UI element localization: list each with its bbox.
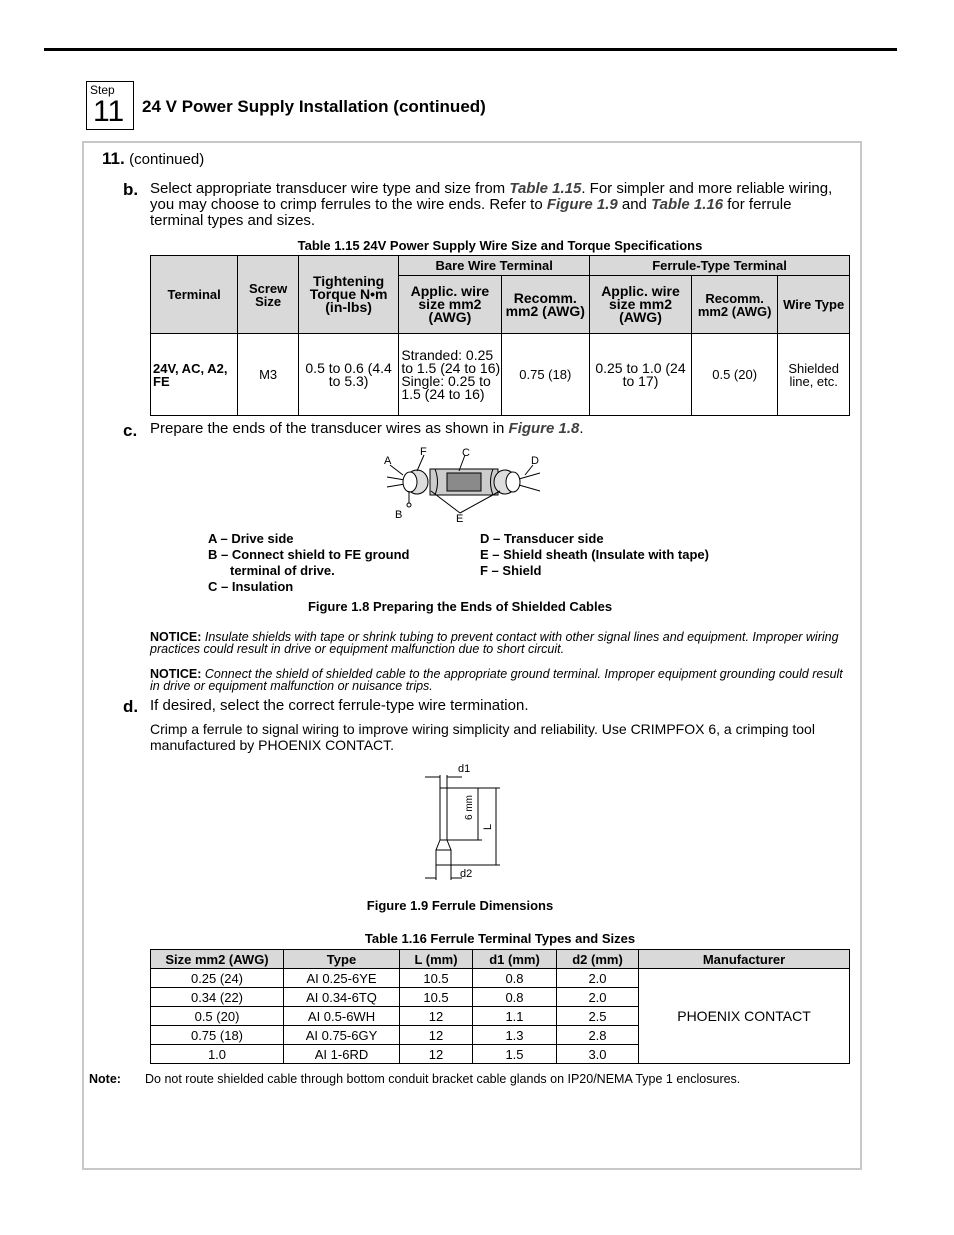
cell: 1.3	[473, 1026, 557, 1045]
cell: 2.8	[557, 1026, 639, 1045]
item-c-letter: c.	[123, 421, 138, 440]
cell: 3.0	[557, 1045, 639, 1064]
cell: 0.5 (20)	[151, 1007, 284, 1026]
cell: 12	[400, 1026, 473, 1045]
b-text-1: Select appropriate transducer wire type and size from	[150, 180, 510, 197]
th-wire-type: Wire Type	[778, 276, 850, 334]
link-table-1-16[interactable]: Table 1.16	[651, 196, 724, 213]
fig-label-c: C	[462, 447, 470, 459]
link-figure-1-9[interactable]: Figure 1.9	[546, 196, 618, 213]
item-b-letter: b.	[123, 180, 139, 199]
cell: 0.34 (22)	[151, 988, 284, 1007]
legend-b-cont: terminal of drive.	[230, 563, 335, 578]
item-d-body: Crimp a ferrule to signal wiring to improve wiring simplicity and reliability. Use CRIMPFOX 6, a crimping tool manufactured by PHOENIX CONTACT.	[150, 721, 815, 753]
th-ferrule-recomm: Recomm. mm2 (AWG)	[691, 276, 777, 334]
c-text-1: Prepare the ends of the transducer wires as shown in	[150, 420, 509, 437]
note-text: Do not route shielded cable through bottom conduit bracket cable glands on IP20/NEMA Type 1 enclosures.	[145, 1072, 741, 1086]
step-number: 11	[93, 95, 125, 128]
page-title: 24 V Power Supply Installation (continued)	[142, 97, 486, 116]
cell: AI 0.25-6YE	[284, 969, 400, 988]
table-1-15	[150, 255, 850, 416]
cell: 2.0	[557, 988, 639, 1007]
td-bare-applic: Stranded: 0.25 to 1.5 (24 to 16) Single: 0.25 to 1.5 (24 to 16)	[399, 334, 501, 416]
cell: 10.5	[400, 988, 473, 1007]
fig-label-l: L	[482, 823, 494, 830]
fig-label-a: A	[384, 455, 392, 467]
th-bare-applic: Applic. wire size mm2 (AWG)	[399, 276, 501, 334]
fig-label-d2: d2	[460, 868, 473, 880]
td-manufacturer: PHOENIX CONTACT	[639, 969, 850, 1064]
cell: AI 1-6RD	[284, 1045, 400, 1064]
fig-label-d1: d1	[458, 763, 471, 775]
th-l: L (mm)	[400, 950, 473, 969]
fig-label-6mm: 6 mm	[464, 795, 475, 820]
th-torque: Tightening Torque N•m (in-lbs)	[298, 256, 398, 334]
notice-2-text: Connect the shield of shielded cable to the appropriate ground terminal. Improper equipment grounding could result in drive or equipment malfunction or nuisance trips.	[150, 667, 843, 693]
table-1-16	[150, 949, 850, 1064]
b-text-6: terminal types and sizes.	[150, 212, 316, 229]
figure-1-8-caption: Figure 1.8 Preparing the Ends of Shielded Cables	[307, 599, 613, 614]
figure-1-8-legend-left	[208, 531, 410, 595]
top-rule	[44, 48, 897, 51]
th-manufacturer: Manufacturer	[639, 950, 850, 969]
legend-d: D – Transducer side	[480, 531, 604, 546]
legend-a: A – Drive side	[208, 531, 294, 546]
cell: 1.5	[473, 1045, 557, 1064]
section-number: 11.	[102, 149, 125, 168]
b-text-4: and	[617, 196, 652, 213]
cell: 12	[400, 1045, 473, 1064]
figure-1-9-caption: Figure 1.9 Ferrule Dimensions	[366, 898, 554, 913]
notice-2-label: NOTICE:	[150, 667, 202, 681]
notice-1-label: NOTICE:	[150, 630, 202, 644]
ferrule-figure	[420, 760, 520, 884]
th-ferrule-applic: Applic. wire size mm2 (AWG)	[590, 276, 692, 334]
table-row	[151, 969, 850, 988]
b-text-3: you may choose to crimp ferrules to the wire ends. Refer to	[150, 196, 547, 213]
notice-1-text: Insulate shields with tape or shrink tubing to prevent contact with other signal lines and equipment. Improper wiring practices could result in drive or equipment malfunction due to short circuit.	[150, 630, 839, 656]
td-torque: 0.5 to 0.6 (4.4 to 5.3)	[298, 334, 398, 416]
cell: AI 0.34-6TQ	[284, 988, 400, 1007]
step-badge	[86, 81, 134, 130]
th-bare-wire-group: Bare Wire Terminal	[399, 256, 590, 276]
cell: AI 0.5-6WH	[284, 1007, 400, 1026]
cell: AI 0.75-6GY	[284, 1026, 400, 1045]
fig-label-b: B	[395, 509, 403, 521]
item-c-text	[150, 421, 584, 437]
cell: 1.1	[473, 1007, 557, 1026]
cell: 0.25 (24)	[151, 969, 284, 988]
legend-f: F – Shield	[480, 563, 542, 578]
cell: 0.8	[473, 988, 557, 1007]
c-text-2: .	[579, 420, 584, 437]
td-terminal: 24V, AC, A2, FE	[151, 334, 238, 416]
table-1-16-caption: Table 1.16 Ferrule Terminal Types and Sizes	[364, 931, 636, 946]
legend-e: E – Shield sheath (Insulate with tape)	[480, 547, 709, 562]
section-11	[102, 149, 204, 169]
link-figure-1-8[interactable]: Figure 1.8	[508, 420, 580, 437]
b-text-5: for ferrule	[723, 196, 792, 213]
fig-label-f: F	[420, 446, 427, 458]
th-screw-size: Screw Size	[238, 256, 299, 334]
th-bare-recomm: Recomm. mm2 (AWG)	[501, 276, 590, 334]
notice-1	[150, 631, 855, 655]
fig-label-d: D	[531, 455, 539, 467]
cell: 1.0	[151, 1045, 284, 1064]
th-ferrule-group: Ferrule-Type Terminal	[590, 256, 850, 276]
fig-label-e: E	[456, 513, 464, 525]
th-size: Size mm2 (AWG)	[151, 950, 284, 969]
td-ferrule-recomm: 0.5 (20)	[691, 334, 777, 416]
note-label: Note:	[89, 1072, 121, 1086]
th-d1: d1 (mm)	[473, 950, 557, 969]
table-1-15-caption: Table 1.15 24V Power Supply Wire Size and Torque Specifications	[297, 238, 703, 253]
shielded-cable-figure	[375, 443, 555, 525]
td-wire-type: Shielded line, etc.	[778, 334, 850, 416]
th-d2: d2 (mm)	[557, 950, 639, 969]
th-terminal: Terminal	[151, 256, 238, 334]
notice-2	[150, 668, 855, 692]
step-label: Step	[90, 83, 115, 97]
figure-1-8-legend-right	[480, 531, 709, 579]
link-table-1-15[interactable]: Table 1.15	[509, 180, 582, 197]
section-continued: (continued)	[129, 151, 205, 168]
legend-c: C – Insulation	[208, 579, 294, 594]
item-d-title: If desired, select the correct ferrule-type wire termination.	[150, 697, 529, 714]
item-b-text	[150, 181, 860, 229]
td-screw-size: M3	[238, 334, 299, 416]
legend-b: B – Connect shield to FE ground	[208, 547, 410, 562]
td-ferrule-applic: 0.25 to 1.0 (24 to 17)	[590, 334, 692, 416]
cell: 12	[400, 1007, 473, 1026]
cell: 2.0	[557, 969, 639, 988]
item-d-letter: d.	[123, 697, 139, 716]
th-type: Type	[284, 950, 400, 969]
cell: 0.75 (18)	[151, 1026, 284, 1045]
cell: 0.8	[473, 969, 557, 988]
td-bare-recomm: 0.75 (18)	[501, 334, 590, 416]
cell: 10.5	[400, 969, 473, 988]
b-text-2: . For simpler and more reliable wiring,	[581, 180, 833, 197]
cell: 2.5	[557, 1007, 639, 1026]
